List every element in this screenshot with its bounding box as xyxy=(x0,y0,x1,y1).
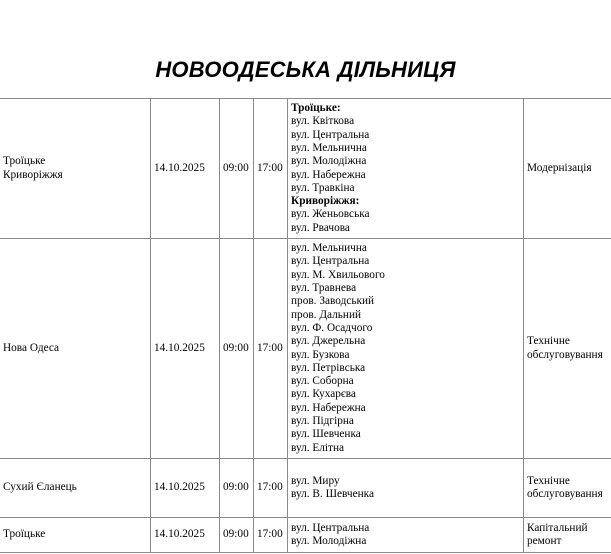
street-item: вул. Джерельна xyxy=(291,335,366,348)
table-row xyxy=(0,239,611,459)
date-cell: 14.10.2025 xyxy=(151,459,220,518)
outage-schedule-table xyxy=(0,98,611,553)
table-row xyxy=(0,518,611,553)
end-time-cell: 17:00 xyxy=(254,99,288,239)
street-item: вул. Квіткова xyxy=(291,115,355,128)
street-item: вул. Елітна xyxy=(291,441,345,454)
street-item: пров. Заводський xyxy=(291,295,375,308)
street-item: вул. Соборна xyxy=(291,375,354,388)
street-item: вул. М. Хвильового xyxy=(291,268,385,281)
street-item: вул. В. Шевченка xyxy=(291,488,374,500)
settlement-group-title: Криворіжжя: xyxy=(291,195,360,208)
streets-cell xyxy=(288,239,524,459)
date-cell: 14.10.2025 xyxy=(151,518,220,553)
work-type-cell: Модернізація xyxy=(524,99,611,239)
street-item: вул. Кухарєва xyxy=(291,388,356,401)
work-type-cell: Капітальний ремонт xyxy=(524,518,611,553)
street-item: вул. Мельнична xyxy=(291,141,367,154)
page-title: НОВООДЕСЬКА ДІЛЬНИЦЯ xyxy=(155,57,456,82)
start-time-cell: 09:00 xyxy=(220,459,254,518)
street-item: вул. Набережна xyxy=(291,401,366,414)
work-type-cell: Технічне обслуговування xyxy=(524,459,611,518)
street-item: вул. Набережна xyxy=(291,168,366,181)
street-item: вул. Травнева xyxy=(291,282,357,295)
street-item: пров. Дальний xyxy=(291,308,362,321)
streets-cell xyxy=(288,518,524,553)
street-item: вул. Миру xyxy=(291,474,340,487)
streets-cell xyxy=(288,459,524,518)
street-item: вул. Мельнична xyxy=(291,242,367,255)
street-item: вул. Рвачова xyxy=(291,221,350,234)
street-item: вул. Молодіжна xyxy=(291,155,367,168)
start-time-cell: 09:00 xyxy=(220,99,254,239)
street-item: вул. Підгірна xyxy=(291,414,354,427)
end-time-cell: 17:00 xyxy=(254,239,288,459)
street-item: вул. Центральна xyxy=(291,128,370,141)
street-item: вул. Петрівська xyxy=(291,361,366,374)
date-cell: 14.10.2025 xyxy=(151,239,220,459)
location-cell: Нова Одеса xyxy=(0,239,151,459)
street-item: вул. Женьовська xyxy=(291,208,370,221)
date-cell: 14.10.2025 xyxy=(151,99,220,239)
street-item: вул. Ф. Осадчого xyxy=(291,321,373,334)
streets-cell xyxy=(288,99,524,239)
end-time-cell: 17:00 xyxy=(254,518,288,553)
table-row xyxy=(0,99,611,239)
location-cell: Троїцьке xyxy=(0,518,151,553)
location-cell: Троїцьке Криворіжжя xyxy=(0,99,151,239)
table-row xyxy=(0,459,611,518)
street-item: вул. Бузкова xyxy=(291,348,350,361)
street-item: вул. Травкіна xyxy=(291,181,355,194)
street-item: вул. Центральна xyxy=(291,255,370,268)
street-item: вул. Молодіжна xyxy=(291,535,367,547)
start-time-cell: 09:00 xyxy=(220,518,254,553)
end-time-cell: 17:00 xyxy=(254,459,288,518)
street-item: вул. Центральна xyxy=(291,521,370,534)
work-type-cell: Технічне обслуговування xyxy=(524,239,611,459)
start-time-cell: 09:00 xyxy=(220,239,254,459)
street-item: вул. Шевченка xyxy=(291,428,361,441)
settlement-group-title: Троїцьке: xyxy=(291,102,341,115)
location-cell: Сухий Єланець xyxy=(0,459,151,518)
